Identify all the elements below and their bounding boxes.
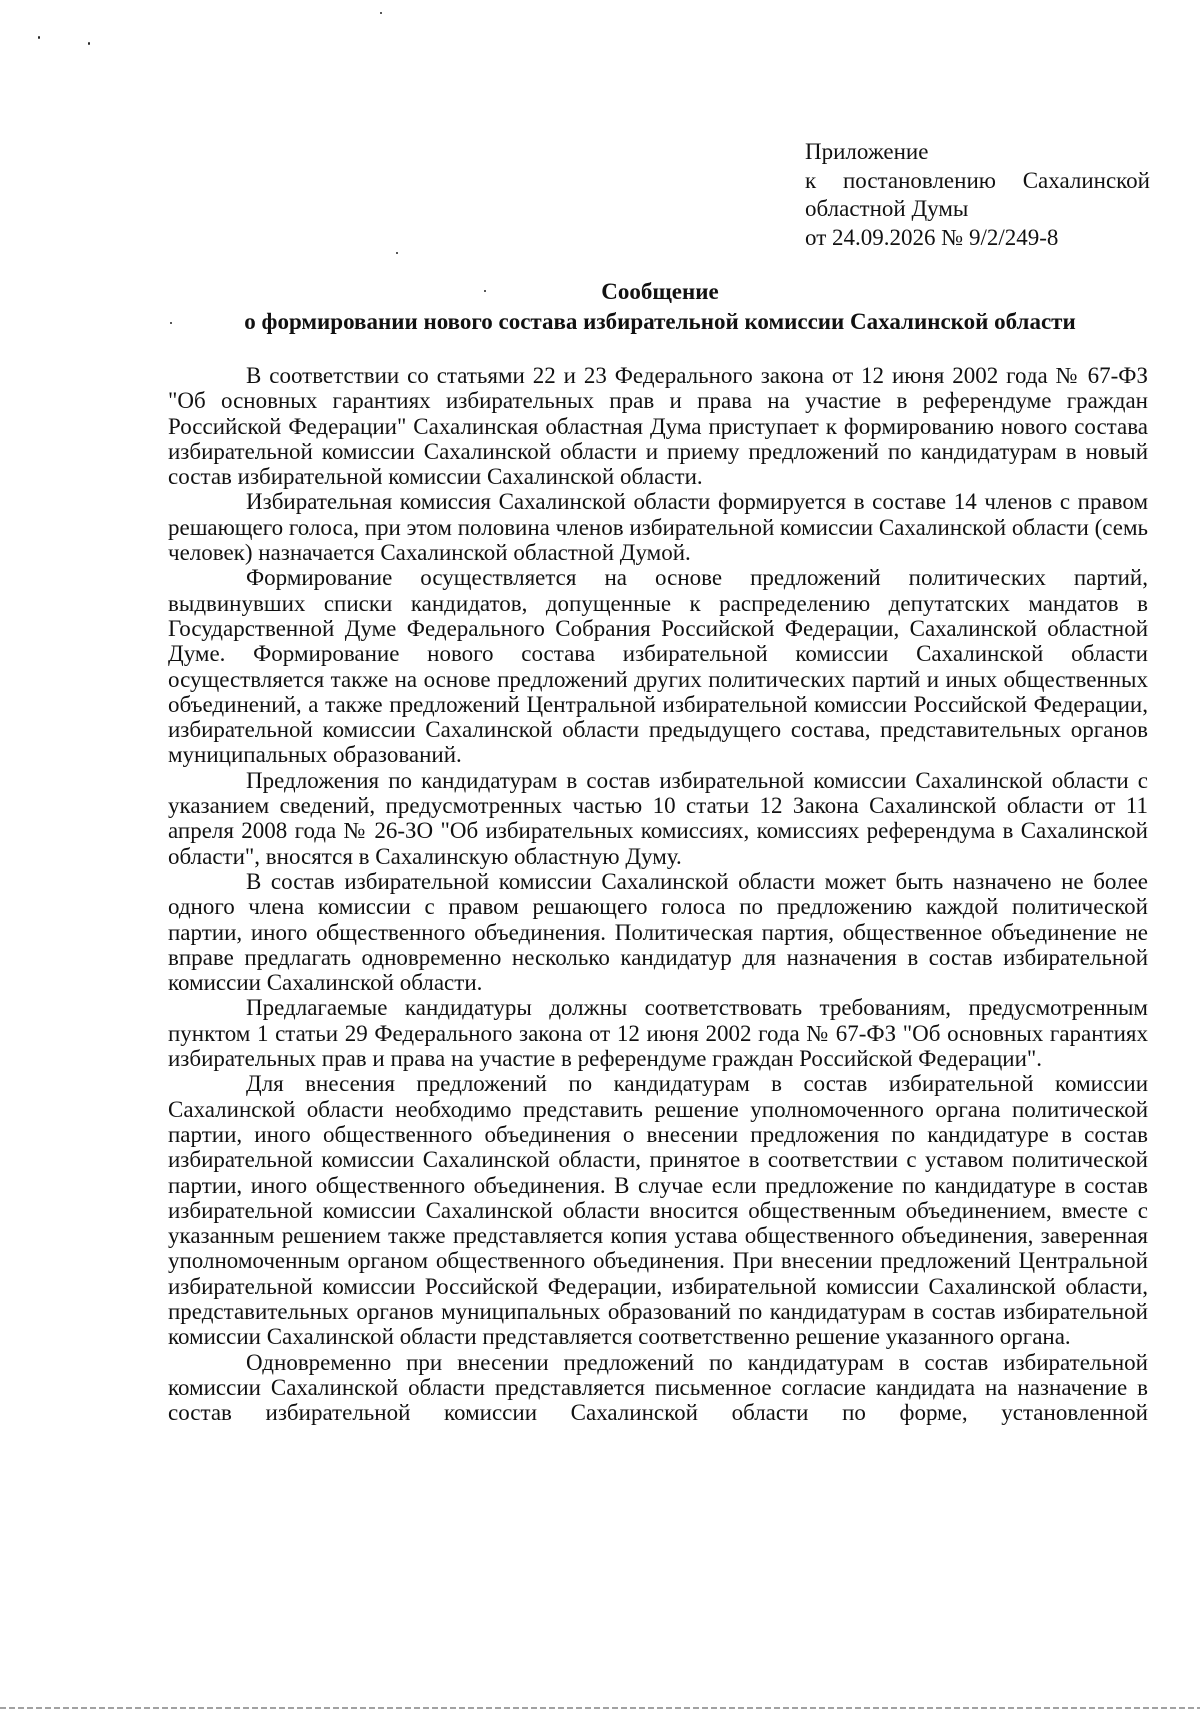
scan-speck (38, 36, 40, 39)
scan-speck (88, 42, 90, 45)
appendix-label: Приложение (805, 139, 929, 164)
paragraph: Предложения по кандидатурам в состав избирательной комиссии Сахалинской области с указанием сведений, предусмотренных частью 10 статьи 12 Закона Сахалинской области от 11 апреля 2008 года № 26-ЗО "Об избирательных комиссиях, комиссиях референдума в Сахалинской области", вносятся в Сахалинскую областную Думу. (168, 767, 1148, 869)
paragraph: В соответствии со статьями 22 и 23 Федерального закона от 12 июня 2002 года № 67-ФЗ "Об основных гарантиях избирательных прав и права на участие в референдуме граждан Российской Федерации" Сахалинская областная Дума приступает к формированию нового состава избирательной комиссии Сахалинской области и приему предложений по кандидатурам в новый состав избирательной комиссии Сахалинской области. (168, 363, 1148, 490)
document-body (168, 363, 1148, 1425)
scan-speck (380, 12, 382, 14)
document-title: Сообщение (601, 279, 719, 304)
paragraph: В состав избирательной комиссии Сахалинской области может быть назначено не более одного члена комиссии с правом решающего голоса по предложению каждой политической партии, иного общественного объединения. Политическая партия, общественное объединение не вправе предлагать одновременно несколько кандидатур для назначения в состав избирательной комиссии Сахалинской области. (168, 868, 1148, 996)
paragraph: Формирование осуществляется на основе предложений политических партий, выдвинувших списки кандидатов, допущенные к распределению депутатских мандатов в Государственной Думе Федерального Собрания Российской Федерации, Сахалинской областной Думе. Формирование нового состава избирательной комиссии Сахалинской области осуществляется также на основе предложений других политических партий и иных общественных объединений, а также предложений Центральной избирательной комиссии Российской Федерации, избирательной комиссии Сахалинской области предыдущего состава, представительных органов муниципальных образований. (168, 565, 1148, 768)
paragraph: Для внесения предложений по кандидатурам в состав избирательной комиссии Сахалинской области необходимо представить решение уполномоченного органа политической партии, иного общественного объединения о внесении предложения по кандидатуре в состав избирательной комиссии Сахалинской области, принятое в соответствии с уставом политической партии, иного общественного объединения. В случае если предложение по кандидатуре в состав избирательной комиссии Сахалинской области вносится общественным объединением, вместе с указанным решением также представляется копия устава общественного объединения, заверенная уполномоченным органом общественного объединения. При внесении предложений Центральной избирательной комиссии Российской Федерации, избирательной комиссии Сахалинской области, представительных органов муниципальных образований по кандидатурам в состав избирательной комиссии Сахалинской области представляется соответственно решение указанного органа. (168, 1071, 1148, 1350)
scan-speck (396, 252, 398, 254)
paragraph: Избирательная комиссия Сахалинской области формируется в составе 14 членов с правом решающего голоса, при этом половина членов избирательной комиссии Сахалинской области (семь человек) назначается Сахалинской областной Думой. (168, 489, 1148, 566)
paragraph: Одновременно при внесении предложений по кандидатурам в состав избирательной комиссии Сахалинской области представляется письменное согласие кандидата на назначение в состав избирательной комиссии Сахалинской области по форме, установленной (168, 1349, 1148, 1426)
appendix-issuer: областной Думы (805, 196, 969, 221)
paragraph: Предлагаемые кандидатуры должны соответствовать требованиям, предусмотренным пунктом 1 статьи 29 Федерального закона от 12 июня 2002 года № 67-ФЗ "Об основных гарантиях избирательных прав и права на участие в референдуме граждан Российской Федерации". (168, 995, 1148, 1072)
scan-edge-line (0, 1707, 1200, 1709)
appendix-resolution-ref: к постановлению Сахалинской (805, 167, 1150, 193)
appendix-date-number: от 24.09.2026 № 9/2/249-8 (805, 224, 1059, 250)
document-subtitle: о формировании нового состава избирательной комиссии Сахалинской области (244, 309, 1076, 334)
appendix-block (805, 138, 1150, 252)
